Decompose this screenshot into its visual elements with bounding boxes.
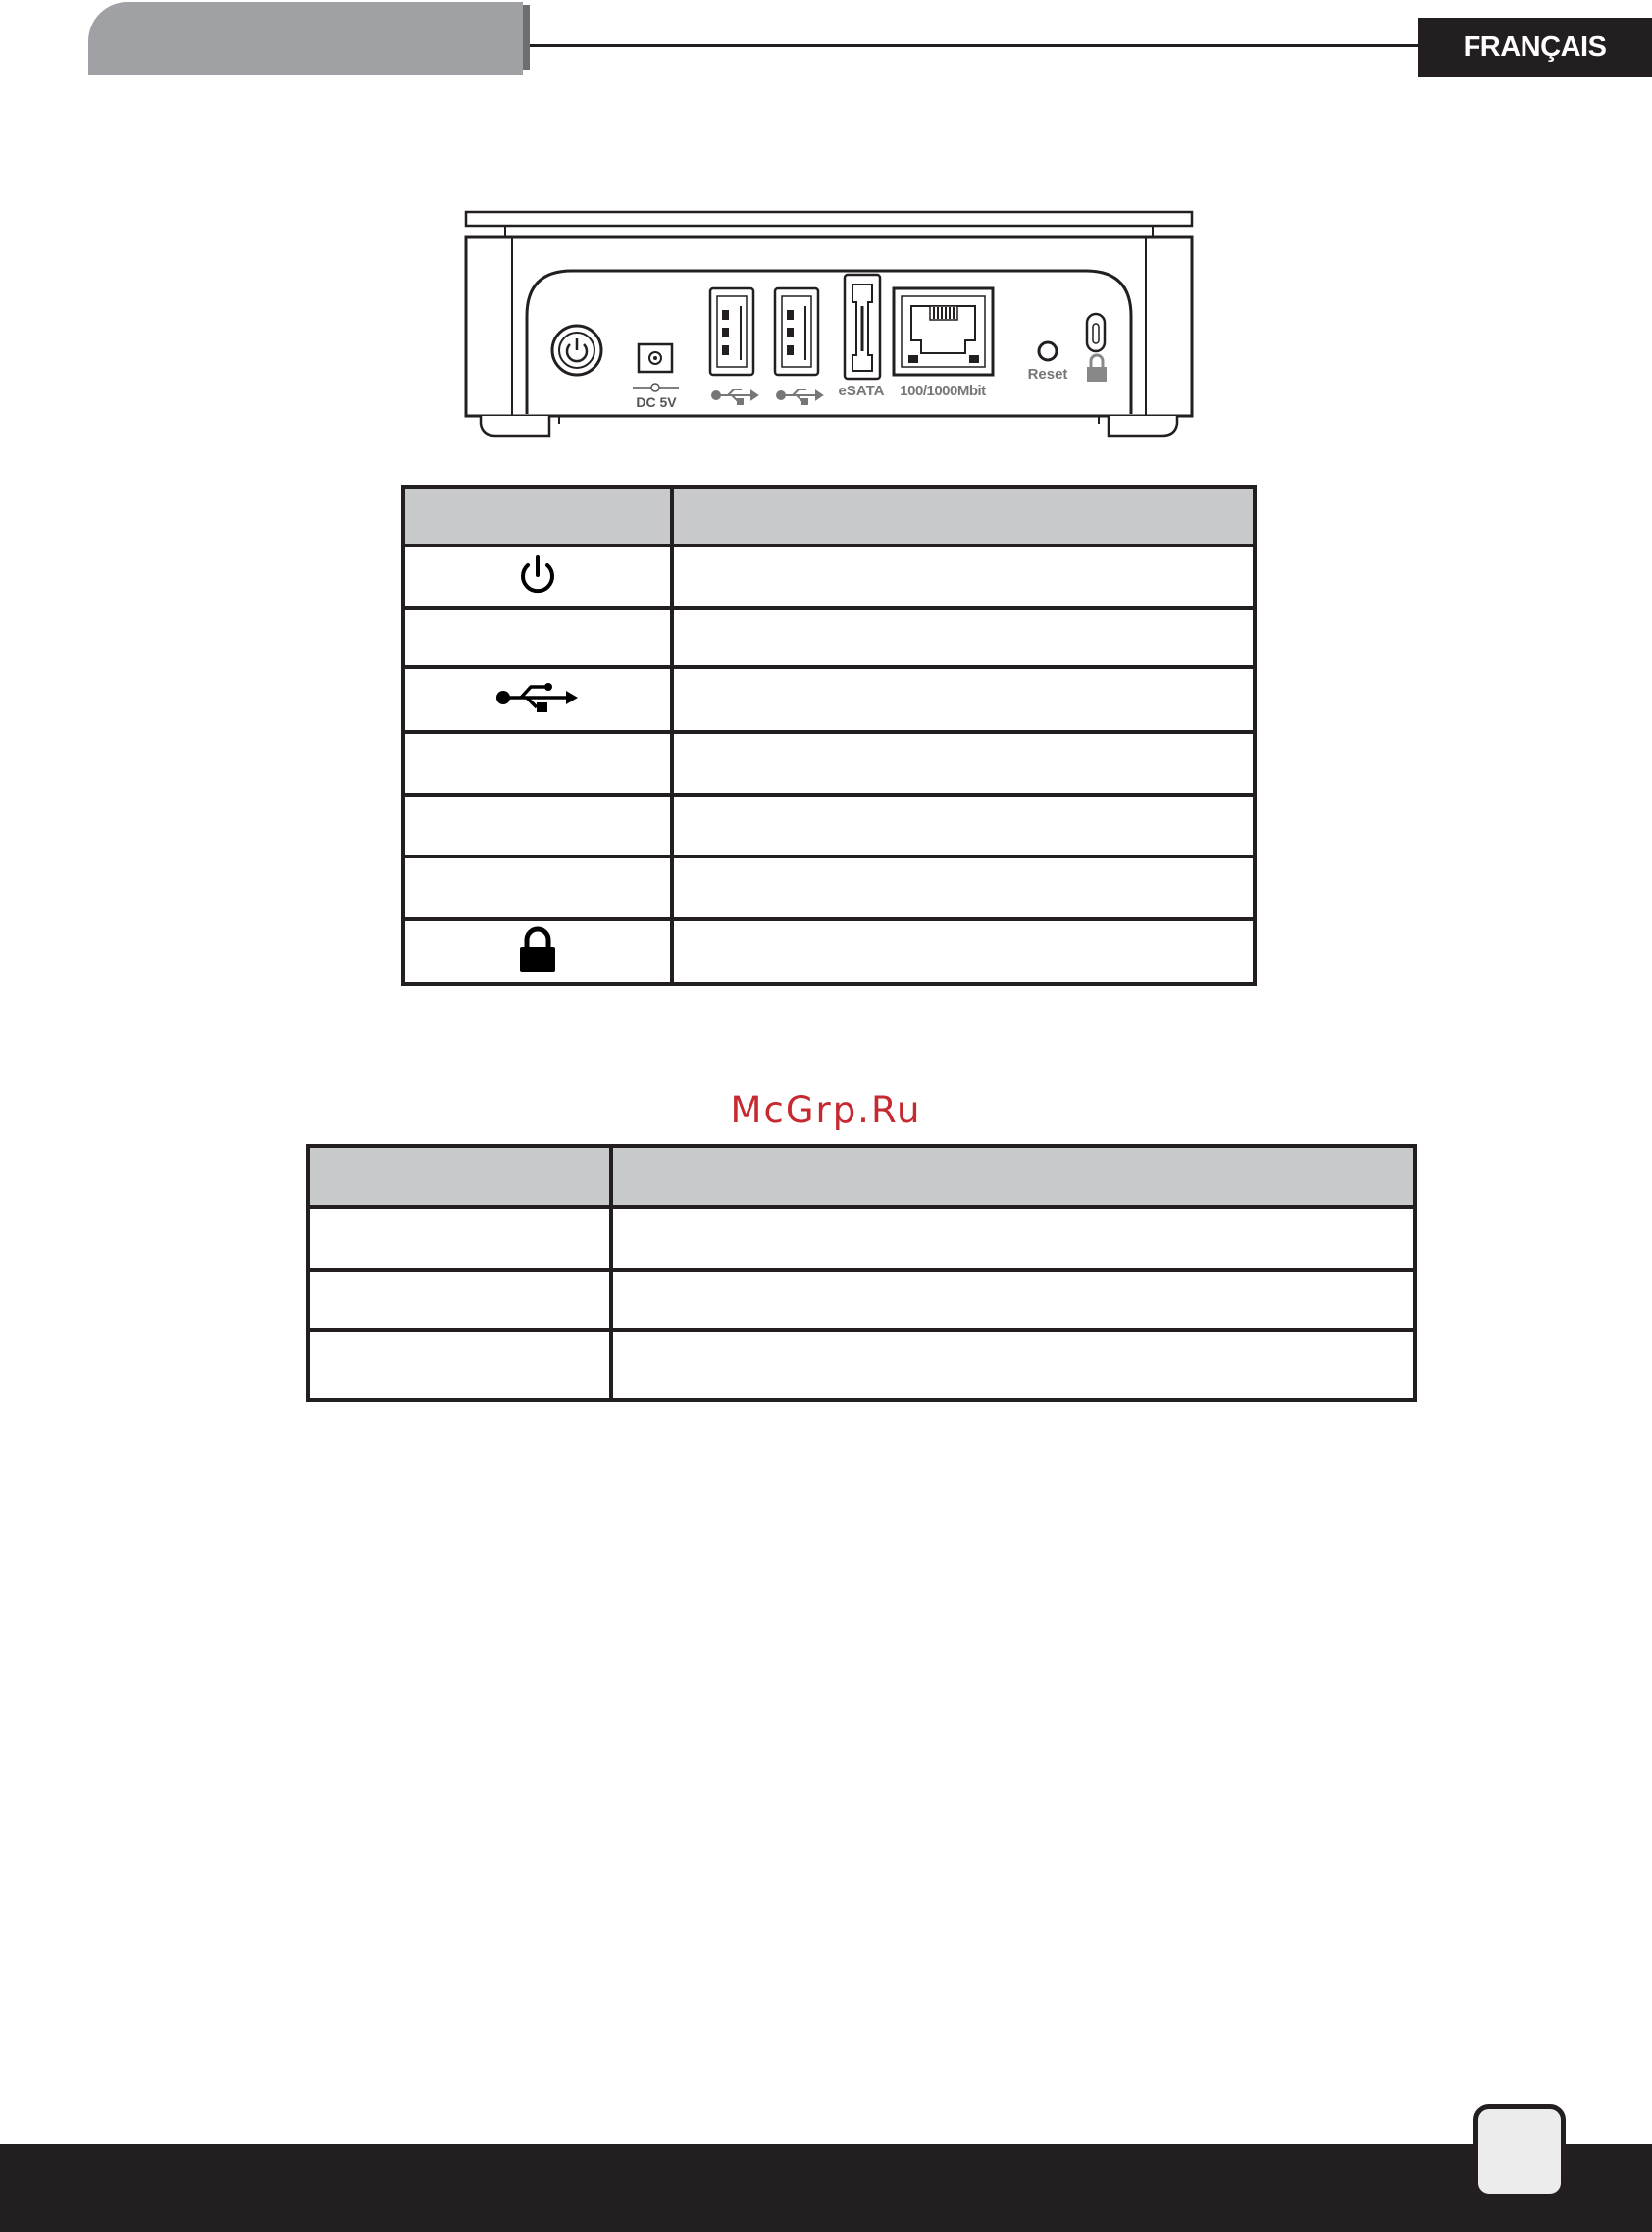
status-table — [306, 1144, 1417, 1402]
panel-power-button — [552, 326, 601, 375]
table-row — [403, 732, 1255, 795]
connector-table — [401, 485, 1257, 986]
connector-table-header-description — [672, 487, 1255, 545]
status-table-header-left — [308, 1146, 611, 1207]
table-row — [308, 1330, 1415, 1400]
watermark: McGrp.Ru — [730, 1089, 922, 1131]
status-table-header-right — [611, 1146, 1415, 1207]
panel-ethernet-label: 100/1000Mbit — [900, 383, 986, 399]
panel-dc-label: DC 5V — [636, 394, 677, 410]
connector-table-header-icon — [403, 487, 672, 545]
table-row — [308, 1270, 1415, 1330]
table-row — [403, 856, 1255, 919]
panel-lock-slot — [1087, 314, 1107, 382]
panel-reset-label: Reset — [1027, 366, 1068, 383]
page-number-box — [1473, 2104, 1566, 2199]
usb-icon — [495, 682, 580, 713]
table-row — [403, 795, 1255, 856]
table-row — [403, 667, 1255, 732]
lock-icon — [518, 925, 557, 974]
device-rear-panel — [461, 208, 1197, 448]
table-row — [403, 608, 1255, 667]
language-badge: FRANÇAIS — [1418, 18, 1652, 77]
panel-ethernet-port — [894, 288, 993, 375]
panel-esata-label: eSATA — [838, 383, 885, 399]
power-icon — [516, 553, 559, 597]
footer-bar — [0, 2144, 1652, 2232]
table-row — [308, 1207, 1415, 1270]
panel-esata-port — [845, 275, 880, 379]
panel-reset-hole — [1039, 342, 1057, 360]
header-rule — [530, 44, 1418, 47]
table-row — [403, 545, 1255, 608]
table-row — [403, 919, 1255, 984]
header-tab — [88, 2, 523, 75]
